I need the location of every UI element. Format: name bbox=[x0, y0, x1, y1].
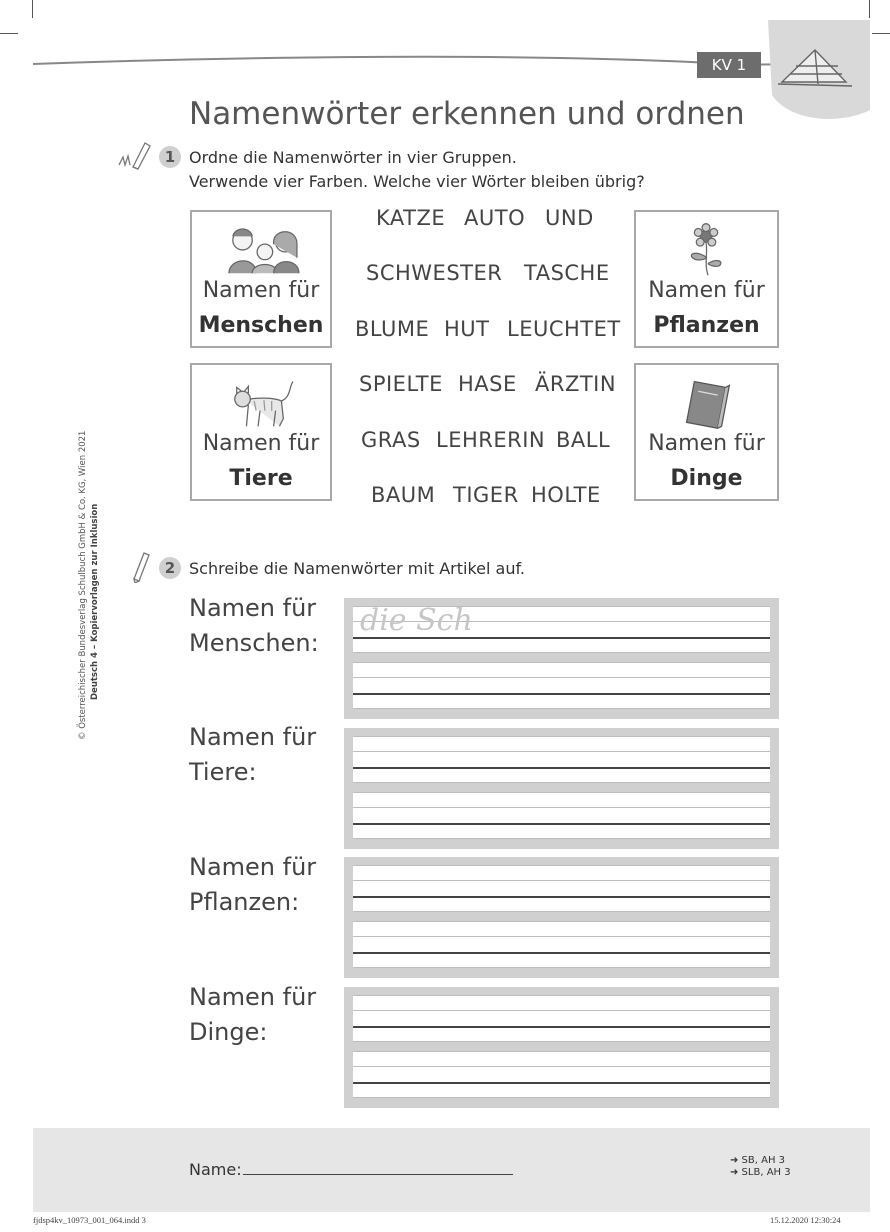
category-box-tiere bbox=[190, 363, 332, 501]
word: BALL bbox=[556, 428, 611, 452]
write-label-line1: Namen für bbox=[189, 983, 317, 1011]
category-name: Menschen bbox=[198, 313, 324, 338]
write-label-line2: Dinge: bbox=[189, 1018, 268, 1046]
cat-icon bbox=[192, 371, 330, 431]
task-number-1: 1 bbox=[159, 146, 181, 168]
word: HUT bbox=[444, 317, 490, 341]
category-box-menschen bbox=[190, 210, 332, 348]
task-number-2: 2 bbox=[159, 557, 181, 579]
reference-sb: ➜ SB, AH 3 bbox=[730, 1155, 786, 1166]
category-name: Pflanzen bbox=[653, 313, 760, 338]
book-icon bbox=[636, 371, 777, 431]
write-label-line1: Namen für bbox=[189, 853, 317, 881]
write-label-line2: Pflanzen: bbox=[189, 888, 300, 916]
category-label: Namen für bbox=[202, 431, 320, 456]
word: KATZE bbox=[376, 206, 446, 230]
word: GRAS bbox=[361, 428, 421, 452]
word: SPIELTE bbox=[359, 372, 443, 396]
word: SCHWESTER bbox=[366, 261, 503, 285]
category-box-dinge bbox=[634, 363, 779, 501]
task2-text: Schreibe die Namenwörter mit Artikel auf. bbox=[189, 559, 526, 578]
write-label-tiere bbox=[189, 720, 316, 790]
write-label-line2: Tiere: bbox=[189, 758, 257, 786]
word: TASCHE bbox=[524, 261, 610, 285]
write-label-dinge bbox=[189, 980, 316, 1050]
name-label: Name: bbox=[189, 1160, 242, 1179]
category-box-pflanzen bbox=[634, 210, 779, 348]
write-label-line2: Menschen: bbox=[189, 629, 319, 657]
slug-file: fjdsp4kv_10973_001_064.indd 3 bbox=[33, 1215, 146, 1225]
category-label: Namen für bbox=[648, 431, 765, 456]
write-label-line1: Namen für bbox=[189, 594, 317, 622]
word: BAUM bbox=[371, 483, 436, 507]
reference-slb: ➜ SLB, AH 3 bbox=[730, 1167, 791, 1178]
word: HASE bbox=[458, 372, 517, 396]
writing-box-dinge[interactable] bbox=[344, 987, 779, 1108]
example-handwriting: die Sch bbox=[360, 603, 473, 638]
writing-box-pflanzen[interactable] bbox=[344, 857, 779, 978]
book-title-text: Deutsch 4 – Kopiervorlagen zur Inklusion bbox=[90, 503, 100, 700]
word: AUTO bbox=[464, 206, 526, 230]
write-label-line1: Namen für bbox=[189, 723, 317, 751]
flower-icon bbox=[636, 218, 777, 278]
word: HOLTE bbox=[531, 483, 601, 507]
category-label: Namen für bbox=[202, 278, 320, 303]
word: TIGER bbox=[453, 483, 519, 507]
family-icon bbox=[192, 218, 330, 278]
page-title: Namenwörter erkennen und ordnen bbox=[189, 96, 745, 132]
name-field[interactable] bbox=[243, 1174, 513, 1175]
word: LEHRERIN bbox=[436, 428, 546, 452]
pencil-scribble-icon bbox=[117, 139, 155, 171]
category-name: Dinge bbox=[670, 466, 743, 491]
word: ÄRZTIN bbox=[535, 372, 617, 396]
slug-date: 15.12.2020 12:30:24 bbox=[770, 1215, 841, 1225]
task1-line2: Verwende vier Farben. Welche vier Wörter bleiben übrig? bbox=[189, 172, 645, 191]
writing-box-tiere[interactable] bbox=[344, 728, 779, 849]
word: UND bbox=[545, 206, 594, 230]
write-label-menschen bbox=[189, 591, 319, 661]
copyright-text: © Österreichischer Bundesverlag Schulbuch GmbH & Co. KG, Wien 2021 bbox=[78, 430, 88, 740]
word: BLUME bbox=[355, 317, 430, 341]
category-label: Namen für bbox=[648, 278, 765, 303]
category-name: Tiere bbox=[229, 466, 293, 491]
task1-line1: Ordne die Namenwörter in vier Gruppen. bbox=[189, 148, 517, 167]
pencil-icon bbox=[130, 549, 152, 583]
word: LEUCHTET bbox=[507, 317, 621, 341]
kv-label: KV 1 bbox=[697, 52, 761, 78]
write-label-pflanzen bbox=[189, 850, 316, 920]
